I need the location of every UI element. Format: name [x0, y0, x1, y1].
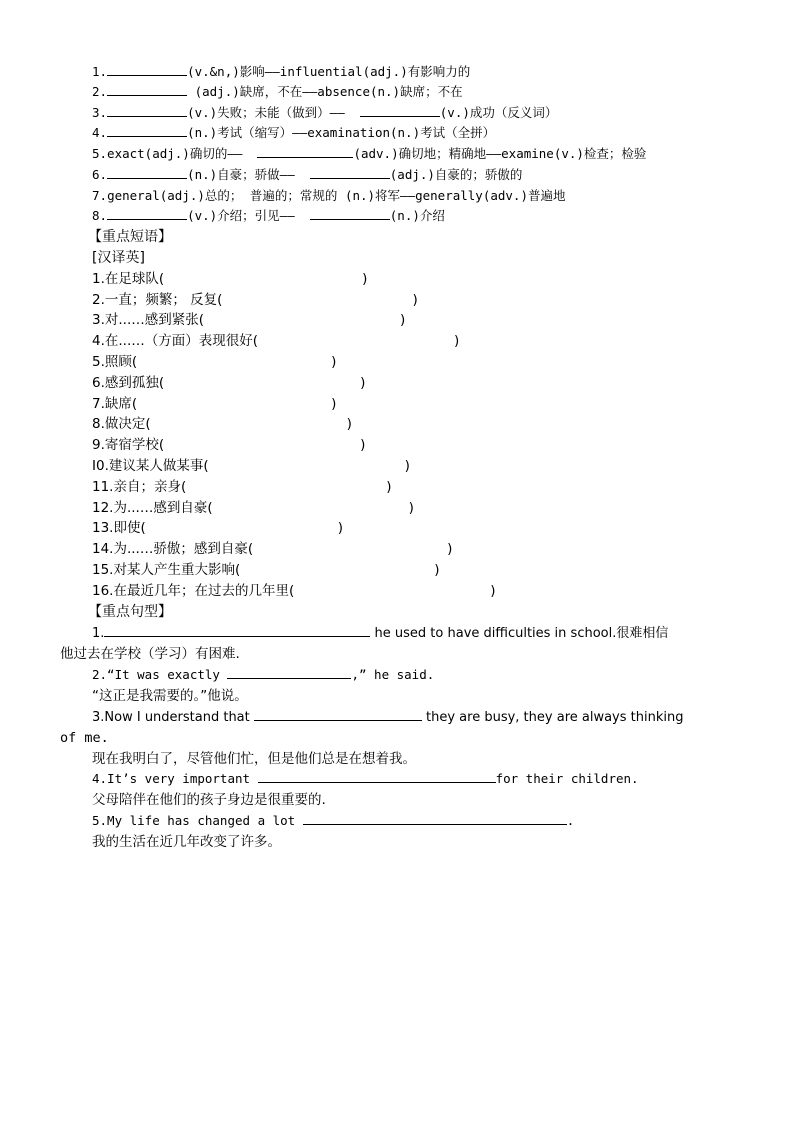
phrase-item-15: 15.对某人产生重大影响( ) [92, 562, 440, 578]
answer-blank[interactable] [107, 123, 187, 137]
vocab-item-4: 4. (n.)考试（缩写）——examination(n.)考试（全拼） [92, 125, 496, 140]
sentences-heading: 【重点句型】 [88, 604, 172, 620]
phrase-item-10: I0.建议某人做某事( ) [92, 458, 410, 474]
sentence-3-translation: 现在我明白了，尽管他们忙，但是他们总是在想着我。 [92, 751, 416, 767]
sentence-2-translation: “这正是我需要的。”他说。 [92, 688, 248, 704]
sentence-3-continuation: of me. [60, 730, 109, 746]
answer-blank[interactable] [107, 82, 187, 96]
phrase-item-13: 13.即使( ) [92, 520, 344, 536]
vocab-item-1: 1. (v.&n,)影响——influential(adj.)有影响力的 [92, 64, 471, 79]
vocab-item-3: 3. (v.)失败；未能（做到）—— (v.)成功（反义词） [92, 105, 558, 120]
phrase-item-2: 2.一直；频繁； 反复( ) [92, 292, 418, 308]
sentence-item-5: 5.My life has changed a lot . [92, 813, 575, 828]
vocab-item-5: 5.exact(adj.)确切的—— (adv.)确切地；精确地——examine(v.)检查；检验 [92, 146, 647, 161]
phrase-item-3: 3.对...…感到紧张( ) [92, 312, 406, 328]
answer-blank[interactable] [310, 206, 390, 220]
phrase-item-1: 1.在足球队( ) [92, 271, 368, 287]
vocab-item-6: 6. (n.)自豪；骄做—— (adj.)自豪的；骄傲的 [92, 167, 523, 182]
phrase-item-9: 9.寄宿学校( ) [92, 437, 366, 453]
answer-blank[interactable] [258, 769, 496, 783]
answer-blank[interactable] [107, 165, 187, 179]
answer-blank[interactable] [107, 62, 187, 76]
sentence-5-translation: 我的生活在近几年改变了许多。 [92, 834, 281, 850]
vocab-item-7: 7.general(adj.)总的； 普遍的；常规的 (n.)将军——generally(adv.)普遍地 [92, 188, 566, 203]
phrase-item-4: 4.在...…（方面）表现很好( ) [92, 333, 460, 349]
sentence-item-4: 4.It’s very important for their children. [92, 771, 639, 786]
sentence-4-translation: 父母陪伴在他们的孩子身边是很重要的. [92, 792, 326, 808]
phrase-item-14: 14.为...…骄傲；感到自豪( ) [92, 541, 453, 557]
phrase-item-8: 8.做决定( ) [92, 416, 352, 432]
answer-blank[interactable] [310, 165, 390, 179]
answer-blank[interactable] [104, 623, 370, 637]
answer-blank[interactable] [303, 811, 567, 825]
sentence-item-3: 3.Now I understand that they are busy, they are always thinking [92, 707, 683, 727]
answer-blank[interactable] [107, 206, 187, 220]
phrase-item-11: 11.亲自；亲身( ) [92, 479, 392, 495]
vocab-item-2: 2. (adj.)缺席，不在——absence(n.)缺席；不在 [92, 84, 463, 99]
sentence-1-continuation: 他过去在学校（学习）有困难. [60, 646, 240, 662]
phrases-heading: 【重点短语】 [88, 229, 172, 245]
phrase-item-12: 12.为...…感到自豪( ) [92, 500, 414, 516]
phrase-item-7: 7.缺席( ) [92, 396, 337, 412]
answer-blank[interactable] [107, 103, 187, 117]
sentence-item-2: 2.“It was exactly ,” he said. [92, 667, 435, 682]
phrase-item-5: 5.照顾( ) [92, 354, 337, 370]
answer-blank[interactable] [227, 665, 351, 679]
vocab-item-8: 8. (v.)介绍；引见—— (n.)介绍 [92, 208, 445, 223]
sentence-item-1: 1. he used to have difficulties in school.很难相信 [92, 623, 668, 643]
answer-blank[interactable] [254, 707, 422, 721]
phrase-item-6: 6.感到孤独( ) [92, 375, 366, 391]
phrase-item-16: 16.在最近几年；在过去的几年里( ) [92, 583, 496, 599]
phrases-subheading: [汉译英] [92, 250, 145, 266]
answer-blank[interactable] [360, 103, 440, 117]
answer-blank[interactable] [257, 144, 353, 158]
